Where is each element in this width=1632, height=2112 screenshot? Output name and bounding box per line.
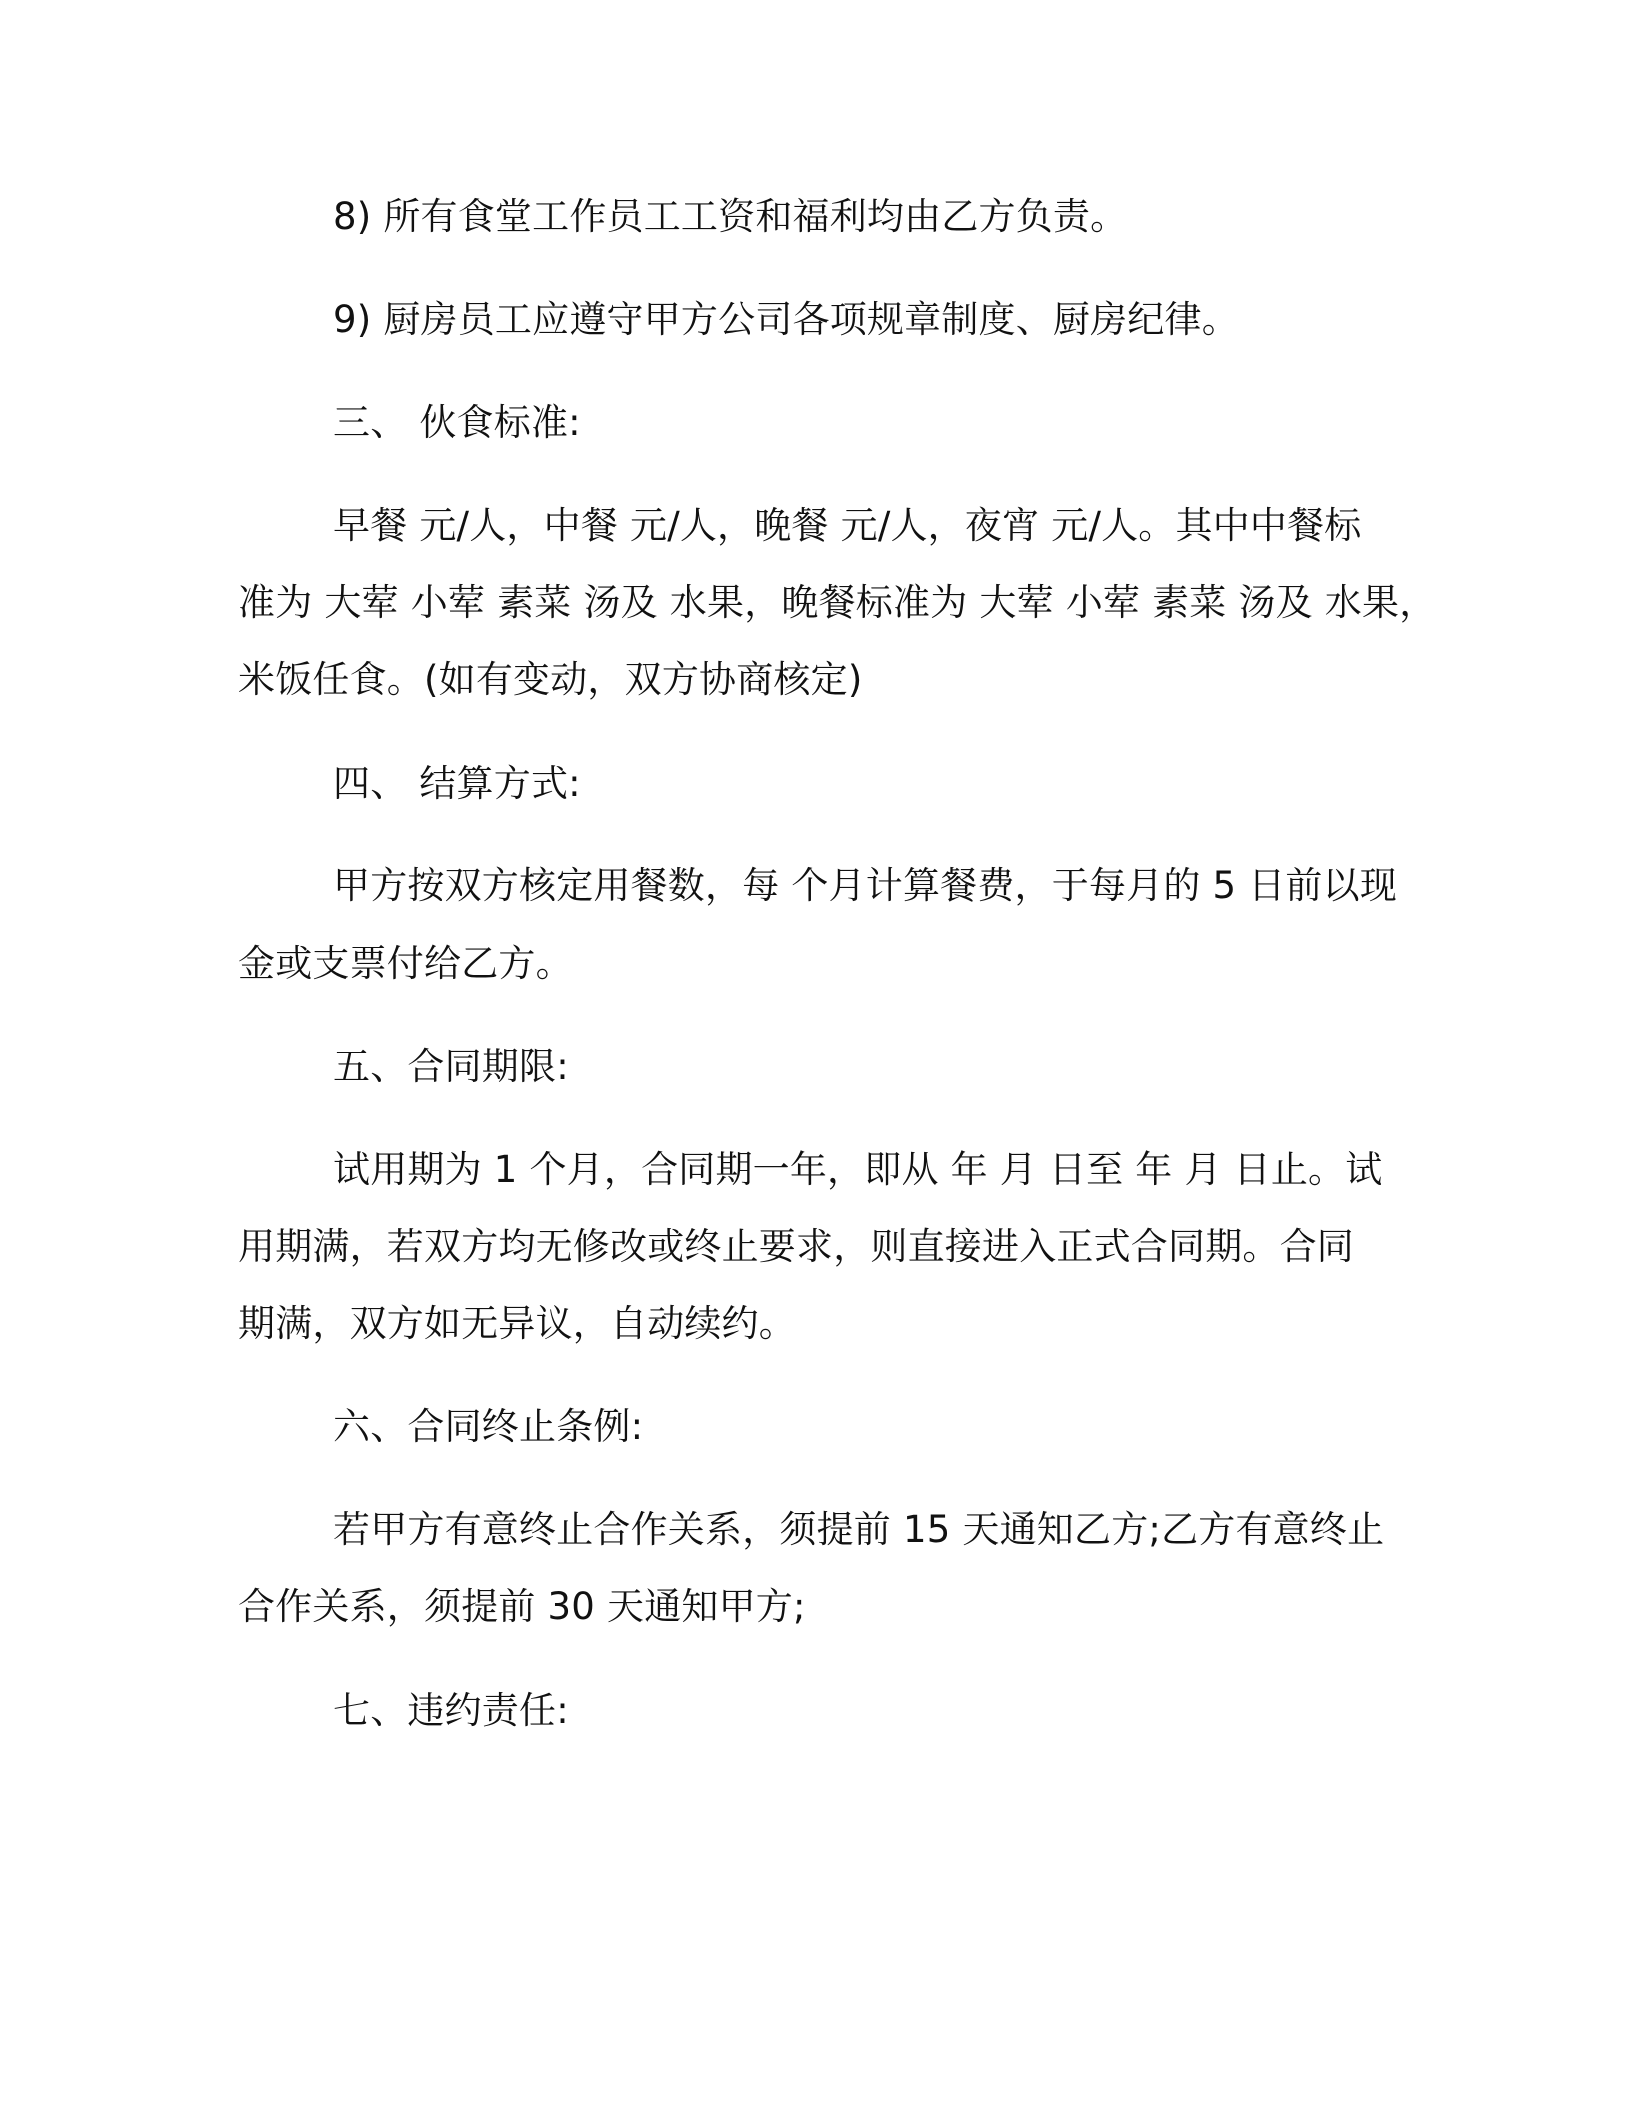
section-5-heading: 五、合同期限: [333, 1045, 569, 1088]
section-3-body-line-1: 早餐 元/人，中餐 元/人，晚餐 元/人，夜宵 元/人。其中中餐标 [333, 504, 1362, 547]
section-6-body-line-2: 合作关系，须提前 30 天通知甲方; [238, 1585, 806, 1628]
section-3-body-line-3: 米饭任食。(如有变动，双方协商核定) [238, 658, 863, 701]
section-4-heading: 四、 结算方式: [333, 762, 581, 805]
section-3-heading: 三、 伙食标准: [333, 401, 581, 444]
section-3-body-line-2: 准为 大荤 小荤 素菜 汤及 水果，晚餐标准为 大荤 小荤 素菜 汤及 水果， [238, 581, 1437, 624]
section-7-heading: 七、违约责任: [333, 1689, 569, 1732]
section-5-body-line-1: 试用期为 1 个月，合同期一年，即从 年 月 日至 年 月 日止。试 [333, 1148, 1383, 1191]
item-9-line-1: 9) 厨房员工应遵守甲方公司各项规章制度、厨房纪律。 [333, 298, 1239, 341]
item-8-line-1: 8) 所有食堂工作员工工资和福利均由乙方负责。 [333, 195, 1128, 238]
section-5-body-line-3: 期满，双方如无异议，自动续约。 [238, 1302, 796, 1345]
section-6-heading: 六、合同终止条例: [333, 1405, 644, 1448]
section-6-body-line-1: 若甲方有意终止合作关系，须提前 15 天通知乙方;乙方有意终止 [333, 1508, 1385, 1551]
section-4-body-line-1: 甲方按双方核定用餐数，每 个月计算餐费，于每月的 5 日前以现 [333, 864, 1398, 907]
section-5-body-line-2: 用期满，若双方均无修改或终止要求，则直接进入正式合同期。合同 [238, 1225, 1354, 1268]
section-4-body-line-2: 金或支票付给乙方。 [238, 942, 573, 985]
